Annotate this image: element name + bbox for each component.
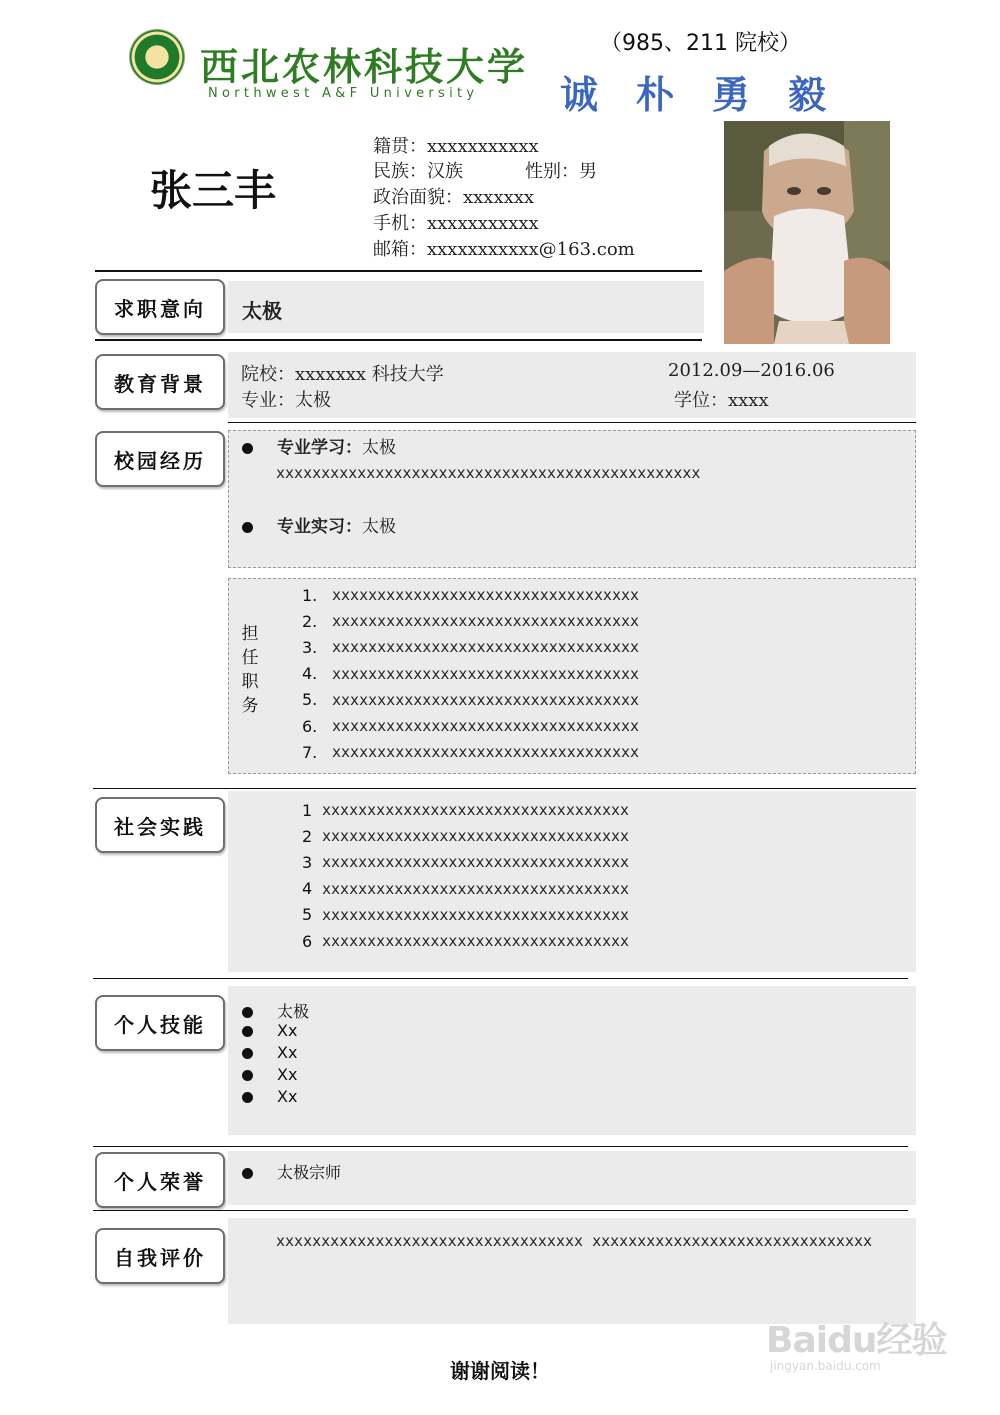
watermark xyxy=(766,1312,946,1373)
roles-title-char: 务 xyxy=(241,696,259,716)
roles-title xyxy=(240,622,260,718)
profile-photo xyxy=(724,121,890,344)
section-label-education: 教育背景 xyxy=(95,354,225,410)
bullet-icon xyxy=(242,443,253,454)
list-item xyxy=(302,608,639,634)
list-item-text: xxxxxxxxxxxxxxxxxxxxxxxxxxxxxxxxxx xyxy=(322,853,630,872)
list-item xyxy=(302,928,629,954)
list-item-text: xxxxxxxxxxxxxxxxxxxxxxxxxxxxxxxxxx xyxy=(332,612,640,631)
section-label-campus: 校园经历 xyxy=(95,431,225,487)
bullet-icon xyxy=(242,522,253,533)
list-item xyxy=(302,739,639,765)
university-name-cn: 西北农林科技大学 xyxy=(200,44,529,89)
bullet-icon xyxy=(242,1007,253,1018)
email: 邮箱：xxxxxxxxxxx@163.com xyxy=(373,239,635,260)
section-label-objective: 求职意向 xyxy=(95,279,225,335)
list-item-text: xxxxxxxxxxxxxxxxxxxxxxxxxxxxxxxxxx xyxy=(332,690,640,709)
skill-text: Xx xyxy=(277,1043,298,1062)
list-item-text: xxxxxxxxxxxxxxxxxxxxxxxxxxxxxxxxxx xyxy=(332,717,640,736)
intern-row xyxy=(242,512,396,537)
list-item-number: 6. xyxy=(302,716,318,736)
list-item-number: 1. xyxy=(302,585,318,605)
list-item xyxy=(302,687,639,713)
objective-panel xyxy=(228,281,704,333)
divider xyxy=(93,1210,908,1211)
social-list xyxy=(302,797,629,954)
list-item-text: xxxxxxxxxxxxxxxxxxxxxxxxxxxxxxxxxx xyxy=(332,664,640,683)
list-item xyxy=(242,1160,341,1183)
roles-title-char: 职 xyxy=(241,672,259,692)
university-name-en: Northwest A&F University xyxy=(208,86,479,101)
list-item-number: 2 xyxy=(302,826,313,846)
skill-text: Xx xyxy=(277,1087,298,1106)
section-label-skills: 个人技能 xyxy=(95,995,225,1051)
bullet-icon xyxy=(242,1070,253,1081)
list-item-text: xxxxxxxxxxxxxxxxxxxxxxxxxxxxxxxxxx xyxy=(332,586,640,605)
honor-text: 太极宗师 xyxy=(277,1163,342,1182)
bullet-icon xyxy=(242,1026,253,1037)
list-item xyxy=(242,1021,309,1043)
list-item xyxy=(242,1087,309,1109)
list-item-number: 4 xyxy=(302,879,313,899)
study-detail: xxxxxxxxxxxxxxxxxxxxxxxxxxxxxxxxxxxxxxxxxxxxxxx xyxy=(276,464,701,482)
skill-text: 太极 xyxy=(277,1002,310,1021)
intern-label: 专业实习： xyxy=(277,517,362,537)
study-row xyxy=(242,433,396,458)
political-status: 政治面貌：xxxxxxx xyxy=(373,187,535,208)
study-label: 专业学习： xyxy=(277,438,362,458)
list-item-number: 7. xyxy=(302,742,318,762)
bullet-icon xyxy=(242,1168,253,1179)
skill-text: Xx xyxy=(277,1021,298,1040)
list-item xyxy=(302,634,639,660)
list-item-number: 6 xyxy=(302,931,313,951)
ethnicity: 民族：汉族 xyxy=(373,161,463,182)
list-item xyxy=(302,713,639,739)
skills-panel xyxy=(228,986,916,1135)
divider xyxy=(93,788,916,789)
intern-value: 太极 xyxy=(362,517,396,537)
list-item-text: xxxxxxxxxxxxxxxxxxxxxxxxxxxxxxxxxx xyxy=(322,905,630,924)
candidate-name: 张三丰 xyxy=(150,166,277,215)
list-item-number: 5. xyxy=(302,690,318,710)
native-place: 籍贯：xxxxxxxxxxx xyxy=(373,136,539,157)
watermark-url: jingyan.baidu.com xyxy=(770,1359,881,1373)
watermark-brand: Baidu经验 xyxy=(766,1320,947,1361)
divider xyxy=(228,422,916,423)
university-motto: 诚朴勇毅 xyxy=(560,72,865,117)
gender: 性别：男 xyxy=(525,161,597,182)
ethnicity-gender-row xyxy=(373,157,597,183)
list-item-text: xxxxxxxxxxxxxxxxxxxxxxxxxxxxxxxxxx xyxy=(322,879,630,898)
section-label-social: 社会实践 xyxy=(95,797,225,853)
list-item-number: 5 xyxy=(302,905,313,925)
divider xyxy=(93,978,908,979)
skills-list xyxy=(242,999,309,1109)
list-item xyxy=(302,876,629,902)
list-item-text: xxxxxxxxxxxxxxxxxxxxxxxxxxxxxxxxxx xyxy=(332,638,640,657)
list-item xyxy=(242,1043,309,1065)
divider xyxy=(93,1146,908,1147)
divider xyxy=(95,270,702,272)
phone: 手机：xxxxxxxxxxx xyxy=(373,213,539,234)
list-item xyxy=(302,902,629,928)
closing-thanks: 谢谢阅读！ xyxy=(450,1359,550,1383)
list-item-text: xxxxxxxxxxxxxxxxxxxxxxxxxxxxxxxxxx xyxy=(322,932,630,951)
list-item-number: 3. xyxy=(302,637,318,657)
list-item-text: xxxxxxxxxxxxxxxxxxxxxxxxxxxxxxxxxx xyxy=(332,743,640,762)
list-item xyxy=(242,1065,309,1087)
roles-title-char: 任 xyxy=(241,648,259,668)
education-school: 院校：xxxxxxx 科技大学 xyxy=(241,364,444,385)
list-item-number: 1 xyxy=(302,800,313,820)
roles-list xyxy=(302,582,639,765)
skill-text: Xx xyxy=(277,1065,298,1084)
list-item xyxy=(242,999,309,1021)
list-item xyxy=(302,661,639,687)
objective-value: 太极 xyxy=(242,299,282,323)
list-item-number: 2. xyxy=(302,611,318,631)
bullet-icon xyxy=(242,1048,253,1059)
list-item-number: 3 xyxy=(302,852,313,872)
section-label-self-eval: 自我评价 xyxy=(95,1228,225,1284)
roles-title-char: 担 xyxy=(241,624,259,644)
list-item xyxy=(302,823,629,849)
university-seal-logo xyxy=(130,30,184,84)
study-value: 太极 xyxy=(362,438,396,458)
self-eval-text: xxxxxxxxxxxxxxxxxxxxxxxxxxxxxxxxxx xxxxxxxxxxxxxxxxxxxxxxxxxxxxxxx xyxy=(276,1232,873,1250)
honors-list xyxy=(242,1160,341,1183)
section-label-honors: 个人荣誉 xyxy=(95,1152,225,1208)
education-degree: 学位：xxxx xyxy=(674,390,769,411)
bullet-icon xyxy=(242,1092,253,1103)
list-item-text: xxxxxxxxxxxxxxxxxxxxxxxxxxxxxxxxxx xyxy=(322,827,630,846)
education-major: 专业：太极 xyxy=(241,390,331,411)
list-item-number: 4. xyxy=(302,664,318,684)
list-item xyxy=(302,582,639,608)
list-item xyxy=(302,849,629,875)
list-item-text: xxxxxxxxxxxxxxxxxxxxxxxxxxxxxxxxxx xyxy=(322,801,630,820)
divider xyxy=(95,339,702,341)
list-item xyxy=(302,797,629,823)
education-period: 2012.09—2016.06 xyxy=(668,360,835,381)
university-tier: （985、211 院校） xyxy=(600,31,801,56)
